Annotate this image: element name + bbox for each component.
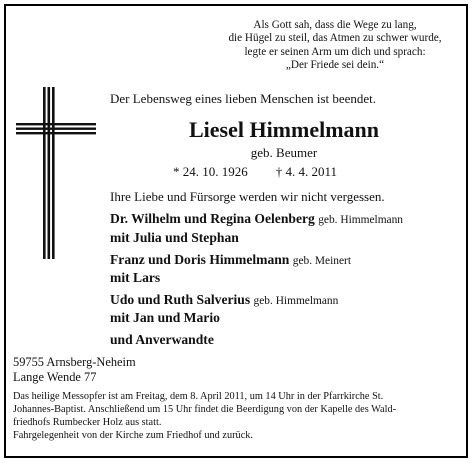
death-date: † 4. 4. 2011 [275, 164, 338, 179]
mourner-names: mit Lars [110, 270, 161, 285]
mourner-maiden: geb. Himmelmann [253, 295, 339, 307]
mourner-line [110, 332, 214, 348]
mourner-names: Udo und Ruth Salverius [110, 292, 251, 307]
birth-date: * 24. 10. 1926 [173, 164, 248, 179]
mourner-names: mit Julia und Stephan [110, 230, 239, 245]
mourner-names: Dr. Wilhelm und Regina Oelenberg [110, 211, 315, 226]
maiden-name: geb. Beumer [250, 145, 318, 160]
poem-line: Als Gott sah, dass die Wege zu lang, [253, 19, 417, 31]
address-city: 59755 Arnsberg-Neheim [13, 355, 136, 369]
service-line: Johannes-Baptist. Anschließend um 15 Uhr findet die Beerdigung von der Kapelle des Wald- [13, 404, 397, 415]
mourner-line [110, 230, 239, 246]
poem-line: die Hügel zu steil, das Atmen zu schwer wurde, [228, 32, 442, 45]
life-dates [173, 164, 337, 180]
poem [222, 19, 448, 73]
service-info [13, 390, 459, 442]
mourner-line [110, 310, 220, 326]
mourner-line [110, 211, 403, 227]
intro-text: Der Lebensweg eines lieben Menschen ist beendet. [110, 91, 377, 106]
poem-line: „Der Friede sei dein.“ [285, 59, 385, 72]
mourner-names: und Anverwandte [110, 332, 214, 347]
cross-icon [16, 87, 96, 259]
mourner-line [110, 292, 338, 308]
address-block [13, 355, 136, 385]
poem-line: legte er seinen Arm um dich und sprach: [244, 45, 426, 58]
address-street: Lange Wende 77 [13, 370, 97, 384]
mourner-names: Franz und Doris Himmelmann [110, 252, 290, 267]
service-line: Das heilige Messopfer ist am Freitag, dem 8. April 2011, um 14 Uhr in der Pfarrkirche St. [13, 391, 384, 402]
mourner-line [110, 270, 160, 286]
deceased-name: Liesel Himmelmann [188, 117, 380, 142]
mourner-names: mit Jan und Mario [110, 310, 220, 325]
service-line: Fahrgelegenheit von der Kirche zum Friedhof und zurück. [13, 430, 253, 441]
mourner-maiden: geb. Himmelmann [318, 214, 403, 226]
mourner-maiden: geb. Meinert [292, 255, 351, 267]
mourner-line [110, 252, 351, 268]
remembrance-text: Ihre Liebe und Fürsorge werden wir nicht vergessen. [110, 189, 385, 204]
service-line: friedhofs Rumbecker Holz aus statt. [13, 417, 162, 428]
